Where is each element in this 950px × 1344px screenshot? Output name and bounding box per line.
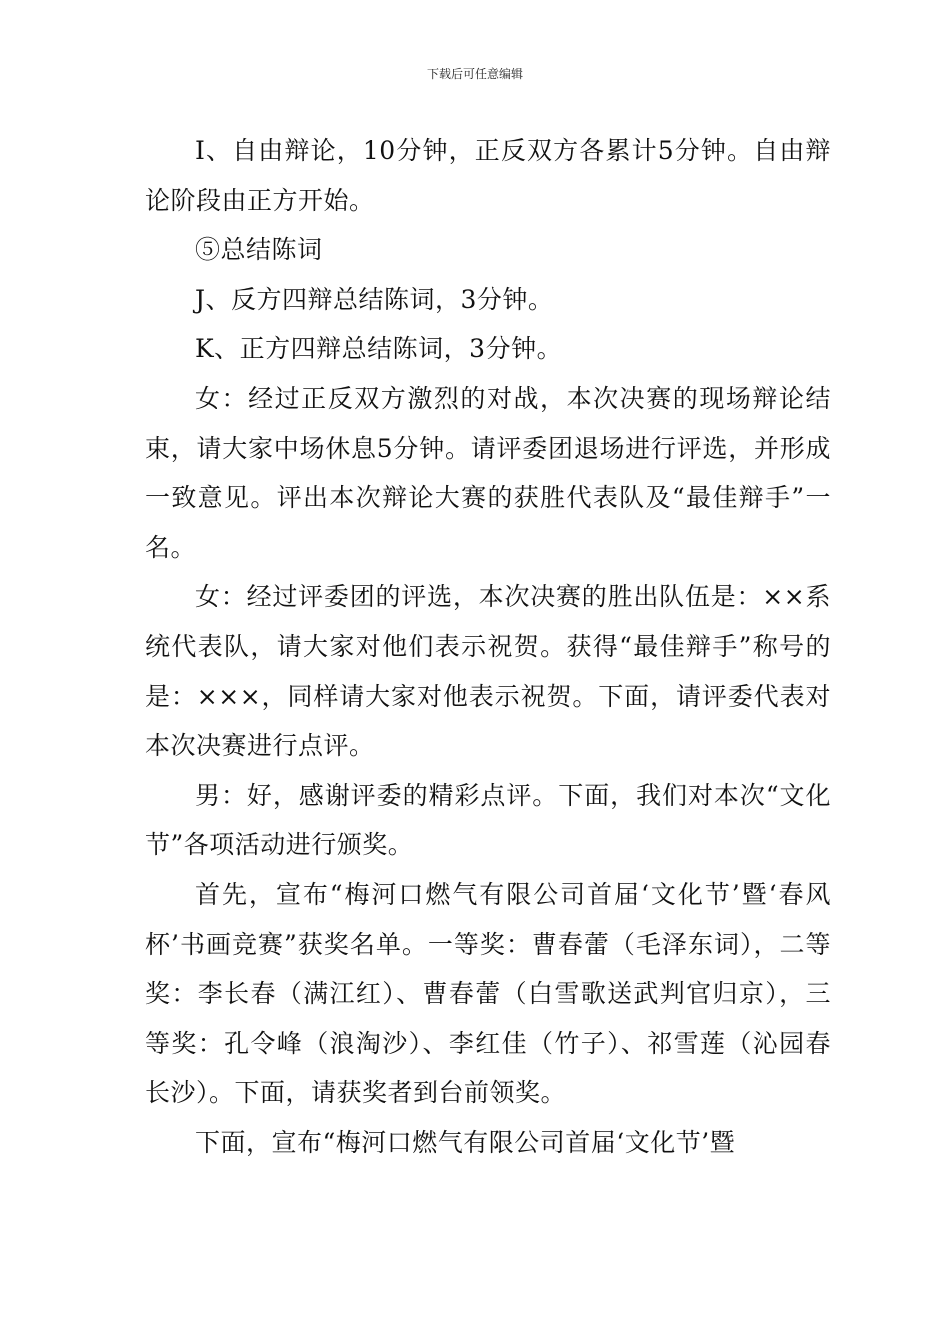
paragraph-con-summary: J、反方四辩总结陈词，3分钟。 — [195, 284, 554, 314]
document-body — [145, 126, 831, 1167]
paragraph-pro-summary: K、正方四辩总结陈词，3分钟。 — [195, 334, 563, 364]
paragraph-host-male-awards: 男：好，感谢评委的精彩点评。下面，我们对本次“文化节”各项活动进行颁奖。 — [145, 780, 831, 860]
paragraph-free-debate: I、自由辩论，10分钟，正反双方各累计5分钟。自由辩论阶段由正方开始。 — [145, 136, 831, 215]
paragraph-calligraphy-winners: 首先，宣布“梅河口燃气有限公司首届‘文化节’暨‘春风杯’书画竞赛”获奖名单。一等奖：曹春蕾（毛泽东词），二等奖：李长春（满江红）、曹春蕾（白雪歌送武判官归京），三等奖：孔令峰（浪淘沙）、李红佳（竹子）、祁雪莲（沁园春长沙）。下面，请获奖者到台前领奖。 — [145, 879, 831, 1108]
paragraph-summary-heading: ⑤总结陈词 — [195, 235, 323, 265]
paragraph-host-female-break: 女：经过正反双方激烈的对战，本次决赛的现场辩论结束，请大家中场休息5分钟。请评委团退场进行评选，并形成一致意见。评出本次辩论大赛的获胜代表队及“最佳辩手”一名。 — [145, 383, 831, 562]
page-header: 下载后可任意编辑 — [426, 67, 523, 81]
paragraph-next-announcement: 下面，宣布“梅河口燃气有限公司首届‘文化节’暨 — [195, 1127, 736, 1157]
paragraph-host-female-winner: 女：经过评委团的评选，本次决赛的胜出队伍是：××系统代表队，请大家对他们表示祝贺。获得“最佳辩手”称号的是：×××，同样请大家对他表示祝贺。下面，请评委代表对本次决赛进行点评。 — [145, 582, 831, 761]
